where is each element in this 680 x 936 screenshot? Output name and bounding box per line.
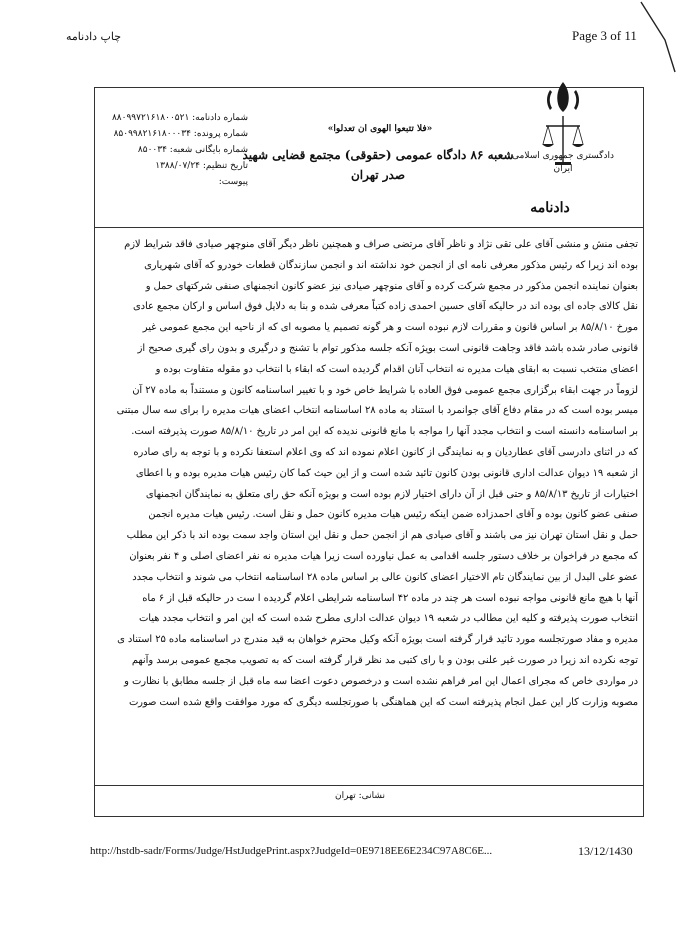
court-location: صدر تهران — [350, 168, 406, 182]
body-line: لزوماً در جهت ابقاء برگزاری مجمع عمومی فوق العاده با شرایط خاص خود و با تغییر اساسنامه کانون و مستنداً به ماده ۲۷ آن — [132, 384, 638, 396]
body-line: اعضای منتخب نسبت به ابقای هیات مدیره نه انتخاب آنان اقدام گردیده است که ابقاء با انتخاب دو مقوله متفاوت بوده و — [155, 363, 638, 375]
body-line: در مواردی خاص که مجرای اعمال این امر فراهم نشده است و درخصوص دعوت اعضا سه ماه قبل از جلسه مطابق با نظارت و — [124, 675, 638, 687]
court-name: شعبه ۸۶ دادگاه عمومی (حقوقی) مجتمع قضایی شهید — [242, 148, 514, 162]
body-line: انتخاب صورت پذیرفته و کلیه این مطالب در شعبه ۱۹ دیوان عدالت اداری مطرح شده است که این امر و انتخاب مجدد هیات — [139, 613, 638, 625]
body-line: بوده اند زیرا که رئیس مذکور معرفی نامه ای از انجمن خود نداشته اند و انجمن سازندگان قطعات خودرو که آقای شهریاری — [144, 259, 638, 271]
body-line: از شعبه ۱۹ دیوان عدالت اداری قانونی بودن کانون تائید شده است و از این حیث کما کان رئیس هیات مدیره بوده و با اعطای — [135, 467, 638, 479]
body-line: مدیره و مفاد صورتجلسه مورد تائید قرار گرفته است بویژه آنکه وکیل محترم خواهان به قید مندرج در اساسنامه ماده ۲۵ استناد ی — [117, 634, 638, 646]
body-line: تجفی منش و منشی آقای علی تقی نژاد و ناظر آقای مرتضی صراف و همچنین ناظر دیگر آقای منوچهر صیادی فاقد شرایط لازم — [124, 239, 638, 250]
body-line: بر اساسنامه دانسته است و انتخاب مجدد آنها را مواجه با مانع قانونی ندیده که این امر در تاریخ ۸۵/۸/۱۰ صورت پذیرفته است. — [131, 426, 638, 438]
body-line: اختیارات از تاریخ ۸۵/۸/۱۳ و حتی قبل از آن دارای اختیار لازم بوده است و بویژه آنکه حق رای متعلق به نمایندگان انجمنهای — [145, 488, 638, 500]
body-line: که مجمع در فراخوان بر خلاف دستور جلسه اقدامی به عمل نیاورده است زیرا هیات مدیره نه نفر اعضای اصلی و ۴ نفر بعنوان — [129, 550, 638, 562]
case-number: شماره پرونده: ۸۵۰۹۹۸۲۱۶۱۸۰۰۰۳۴ — [113, 129, 248, 139]
body-line: بعنوان نماینده انجمن مذکور در مجمع شرکت کرده و آقای منوچهر صیادی نیز عضو کانون انجمنهای صنفی شرکتهای حمل و — [145, 280, 638, 292]
org-name: دادگستری جمهوری اسلامی — [512, 151, 614, 161]
print-header-label: چاپ دادنامه — [66, 30, 122, 43]
body-line: حمل و نقل استان تهران نیز می باشند و آقای صیادی هم از انجمن حمل و نقل این استان واجد سمت بوده اند با ذکر این مطلب — [126, 530, 638, 542]
verdict-body — [100, 235, 638, 783]
issue-date: تاریخ تنظیم: ۱۳۸۸/۰۷/۲۴ — [155, 161, 248, 171]
attachment-label: پیوست: — [218, 177, 248, 187]
body-line: توجه نکرده اند زیرا در صورت غیر علنی بودن و با رای کتبی مد نظر قرار گرفته است که به تصویب مجمع عمومی برسد وآنهم — [131, 654, 638, 666]
body-line: آنها با هیچ مانع قانونی مواجه نبوده است هر چند در ماده ۴۲ اساسنامه شرایطی اعلام گردیده ا ست در حالیکه قبل از ۶ ماه — [142, 592, 638, 604]
margin-pen-stroke — [635, 0, 680, 75]
body-line: میسر بوده است که در مقام دفاع آقای جوانمرد با استناد به ماده ۲۸ اساسنامه انتخاب اعضای هیات مدیره را برای سه سال مبتنی — [116, 405, 638, 417]
body-line: عضو علی البدل از بین نمایندگان تام الاختیار اعضای کانون عالی بر اساس ماده ۲۸ اساسنامه انتخاب می شوند و انتخاب مجدد — [132, 571, 638, 583]
body-line: صنفی عضو کانون بوده و آقای احمدزاده ضمن اینکه رئیس هیات مدیره کانون حمل و نقل است. رئیس هیات مدیره انجمن — [148, 509, 638, 521]
print-date: 13/12/1430 — [578, 844, 633, 858]
body-line: نقل کالای جاده ای بوده اند در حالیکه آقای حسین احمدی زاده کتباً معرفی شده و بنا به دلایل فوق اساس و ارکان مجمع عادی — [132, 301, 638, 313]
document-type-title: دادنامه — [530, 200, 570, 216]
footer-divider — [94, 785, 644, 786]
verdict-number: شماره دادنامه: ۸۸۰۹۹۷۲۱۶۱۸۰۰۵۲۱ — [111, 113, 248, 123]
body-line: که در اثنای دادرسی آقای عطاردیان و به نمایندگی از کانون اعلام نموده اند که وی اعلام استعفا نکرده و با توجه به رای صادره — [133, 446, 638, 458]
address-label: نشانی: تهران — [335, 791, 385, 801]
quranic-verse: «فلا تتبعوا الهوی ان تعدلوا» — [327, 124, 433, 134]
body-line: مصوبه وزارت کار این عمل انجام پذیرفته است که این هماهنگی با صورتجلسه دیگری که مورد موافقت واقع شده است صورت — [128, 696, 638, 708]
body-line: قانونی صادر شده باشد فاقد وجاهت قانونی است بویژه آنکه جلسه مذکور توام با تشنج و درگیری و بدون رای گیری صحیح از — [137, 342, 638, 354]
header-divider — [94, 227, 644, 228]
page-number: Page 3 of 11 — [572, 28, 637, 43]
print-url: http://hstdb-sadr/Forms/Judge/HstJudgePrint.aspx?JudgeId=0E9718EE6E234C97A8C6E... — [90, 845, 493, 857]
org-country: ایران — [553, 164, 573, 174]
archive-number: شماره بایگانی شعبه: ۸۵۰۰۳۴ — [137, 145, 248, 155]
body-line: مورخ ۸۵/۸/۱۰ بر اساس قانون و مقررات لازم نبوده است و هر گونه تصمیم یا مصوبه ای که از ناحیه این مجمع عمومی غیر — [142, 322, 638, 334]
